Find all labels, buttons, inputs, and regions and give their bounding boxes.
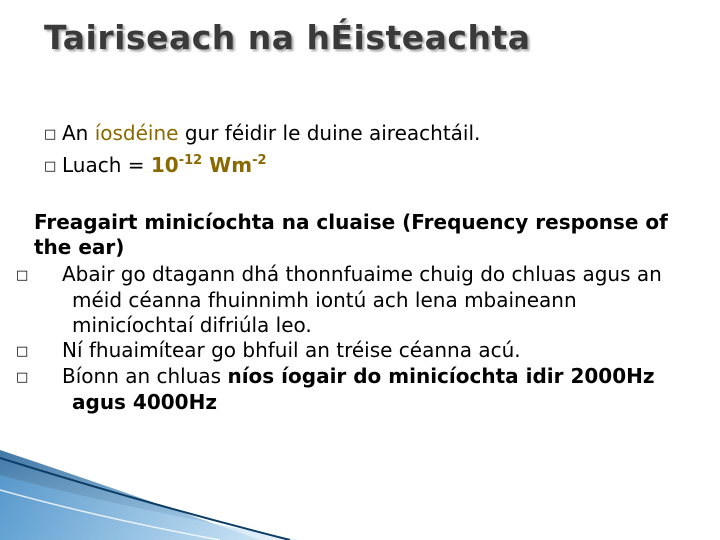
- bullet-text: Luach =: [62, 153, 151, 177]
- list-item: [44, 150, 480, 182]
- unit-exponent: -2: [252, 153, 267, 168]
- bullet-text: Bíonn an chluas: [62, 364, 228, 388]
- bullet-box-icon: □: [16, 268, 29, 283]
- bullet-text: Ní fhuaimítear go bhfuil an tréise céanna acú.: [62, 338, 521, 362]
- list-item: [16, 338, 684, 364]
- value-exponent: -12: [178, 153, 203, 168]
- bullet-box-icon: □: [16, 370, 29, 385]
- highlight-term: íosdéine: [94, 121, 179, 145]
- bottom-bullet-list: [16, 262, 684, 415]
- corner-wave-decoration: [0, 450, 300, 540]
- bullet-box-icon: □: [44, 127, 57, 142]
- value-number: 10: [150, 153, 179, 177]
- bullet-box-icon: □: [16, 344, 29, 359]
- list-item: [16, 364, 684, 415]
- slide-title: Tairiseach na hÉisteachta: [44, 18, 531, 57]
- bullet-box-icon: □: [44, 159, 57, 174]
- bullet-text: An: [62, 121, 95, 145]
- section-heading: Freagairt minicíochta na cluaise (Frequency response of the ear): [34, 210, 668, 259]
- bullet-text: Abair go dtagann dhá thonnfuaime chuig do chluas agus an méid céanna fhuinnimh iontú ach lena mbaineann minicíochtaí difriúla leo.: [62, 262, 662, 337]
- emphasis-text: níos íogair do minicíochta idir 2000Hz agus 4000Hz: [72, 364, 655, 414]
- bullet-text: gur féidir le duine aireachtáil.: [178, 121, 481, 145]
- list-item: [16, 262, 684, 338]
- top-bullet-list: [44, 118, 480, 182]
- value-unit: Wm: [202, 153, 253, 177]
- list-item: [44, 118, 480, 150]
